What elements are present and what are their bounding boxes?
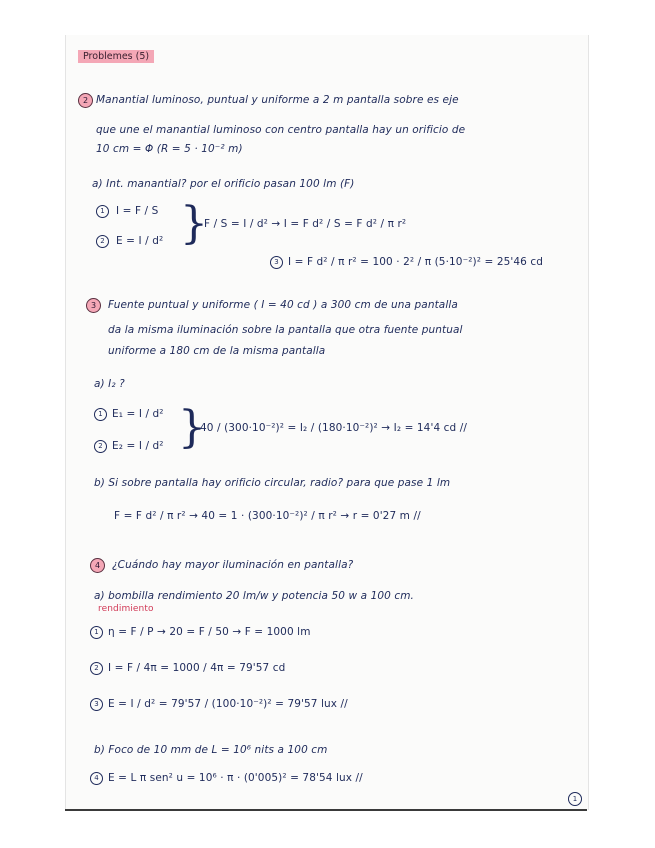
problem-2-line-3: 10 cm = Φ (R = 5 · 10⁻² m) (96, 143, 243, 155)
equation-focus-illuminance: E = L π sen² u = 10⁶ · π · (0'005)² = 78'54 lux // (108, 772, 363, 784)
equation-bulb-illuminance: E = I / d² = 79'57 / (100·10⁻²)² = 79'57 lux // (108, 698, 348, 710)
problem-2-question-a: a) Int. manantial? por el orificio pasan 100 lm (F) (92, 178, 355, 190)
problem-2-line-1: Manantial luminoso, puntual y uniforme a 2 m pantalla sobre es eje (96, 94, 459, 106)
equation-e2: E₂ = I / d² (112, 440, 164, 452)
step-4-marker: 4 (90, 772, 103, 785)
equation-intensity: I = F / S (116, 205, 159, 217)
equation-illuminance: E = I / d² (116, 235, 164, 247)
step-3-marker: 3 (90, 698, 103, 711)
left-brace: } (180, 198, 208, 249)
problem-4-line-1: ¿Cuándo hay mayor iluminación en pantalla? (112, 559, 354, 571)
equation-equal-illuminance: 40 / (300·10⁻²)² = I₂ / (180·10⁻²)² → I₂ = 14'4 cd // (200, 422, 468, 434)
problem-3-number: 3 (86, 298, 101, 313)
step-1-marker: 1 (90, 626, 103, 639)
rendimiento-note: rendimiento (98, 604, 154, 614)
equation-e1: E₁ = I / d² (112, 408, 164, 420)
problem-3-question-b: b) Si sobre pantalla hay orificio circular, radio? para que pase 1 lm (94, 477, 451, 489)
step-2-marker: 2 (96, 235, 109, 248)
step-2-marker: 2 (90, 662, 103, 675)
problem-4-number: 4 (90, 558, 105, 573)
problem-3-line-1: Fuente puntual y uniforme ( I = 40 cd ) a 300 cm de una pantalla (108, 299, 458, 311)
equation-ratio: F / S = I / d² → I = F d² / S = F d² / π r² (204, 218, 407, 230)
equation-radius: F = F d² / π r² → 40 = 1 · (300·10⁻²)² / π r² → r = 0'27 m // (114, 510, 421, 522)
page-bottom-rule (65, 809, 587, 811)
section-header: Problemes (5) (78, 50, 154, 63)
page-number: 1 (568, 792, 582, 806)
problem-2-line-2: que une el manantial luminoso con centro pantalla hay un orificio de (96, 124, 466, 136)
problem-3-question-a: a) I₂ ? (94, 378, 125, 390)
step-2-marker: 2 (94, 440, 107, 453)
problem-3-line-2: da la misma iluminación sobre la pantalla que otra fuente puntual (108, 324, 463, 336)
problem-4-question-a: a) bombilla rendimiento 20 lm/w y potencia 50 w a 100 cm. (94, 590, 414, 602)
problem-3-line-3: uniforme a 180 cm de la misma pantalla (108, 345, 326, 357)
equation-result: I = F d² / π r² = 100 · 2² / π (5·10⁻²)² = 25'46 cd (288, 256, 543, 268)
step-1-marker: 1 (96, 205, 109, 218)
step-3-marker: 3 (270, 256, 283, 269)
left-brace: } (178, 402, 206, 453)
problem-2-number: 2 (78, 93, 93, 108)
step-1-marker: 1 (94, 408, 107, 421)
equation-efficiency: η = F / P → 20 = F / 50 → F = 1000 lm (108, 626, 311, 638)
problem-4-question-b: b) Foco de 10 mm de L = 10⁶ nits a 100 cm (94, 744, 328, 756)
equation-bulb-intensity: I = F / 4π = 1000 / 4π = 79'57 cd (108, 662, 286, 674)
